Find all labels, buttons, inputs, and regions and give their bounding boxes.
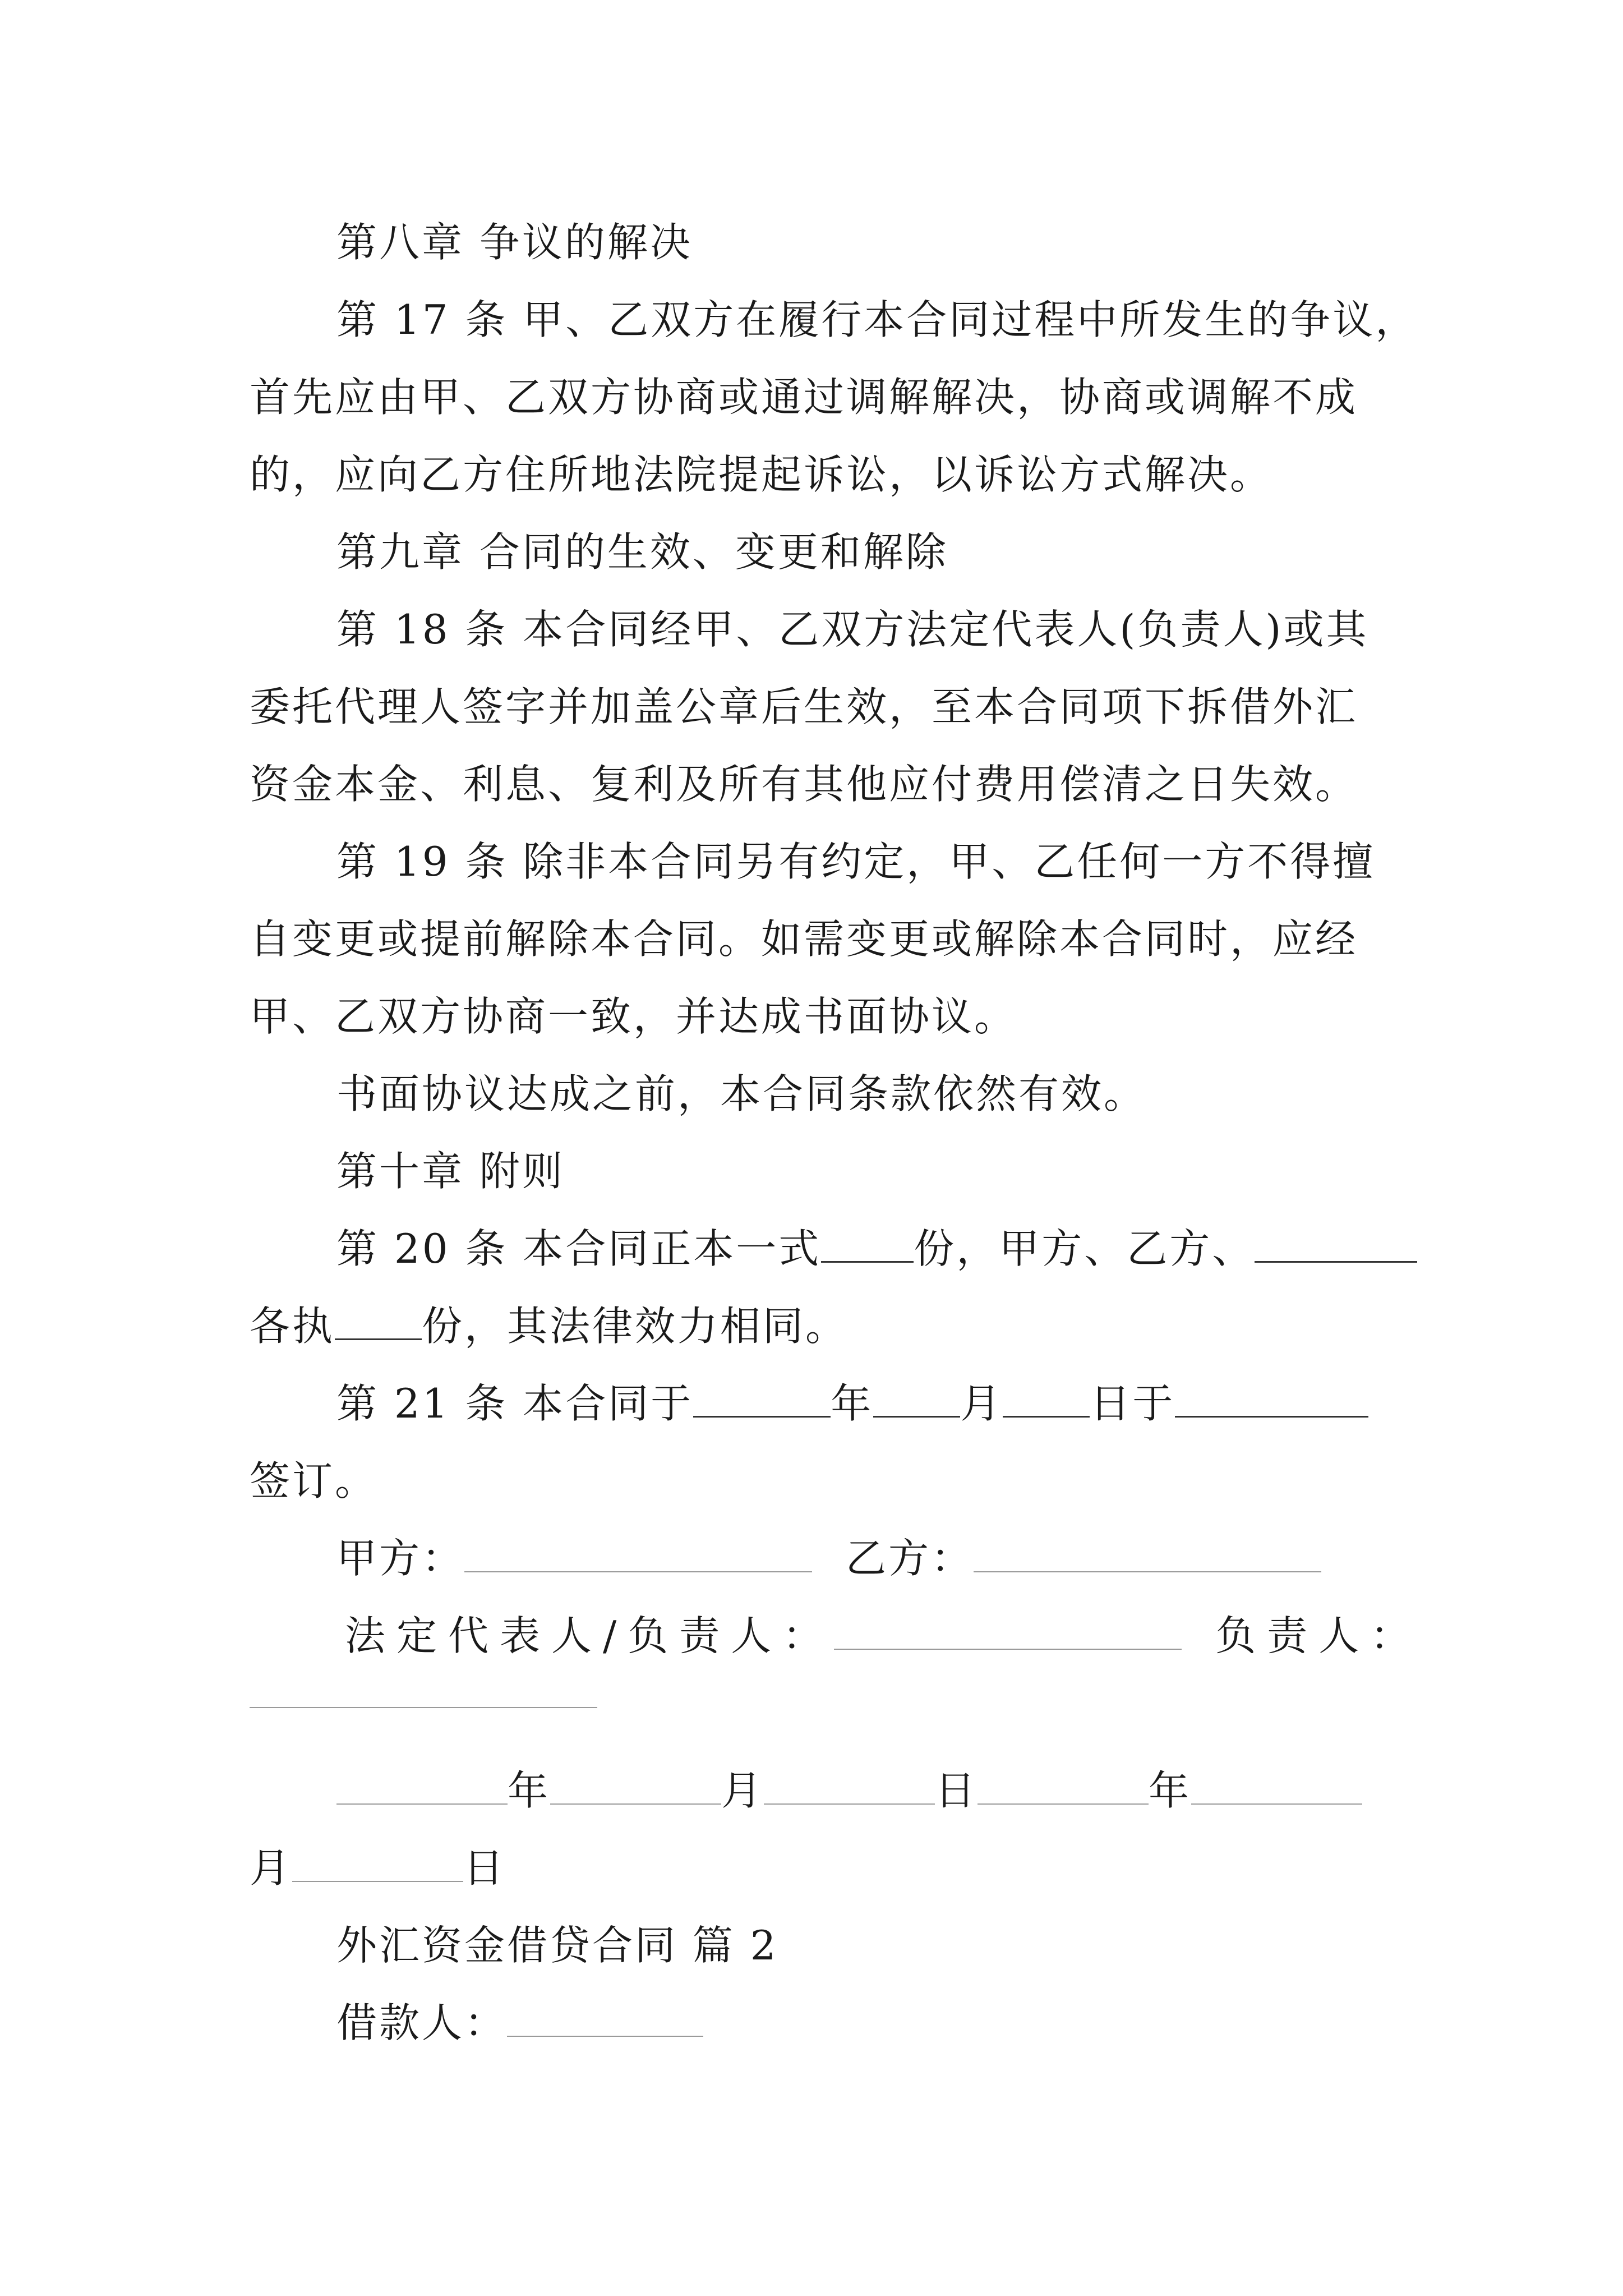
party-b-day-blank[interactable] [292,1842,463,1882]
borrower-blank[interactable] [507,1996,703,2037]
date-line-2 [250,1840,506,1896]
sign-month-blank[interactable] [873,1377,960,1418]
article-18-line-3: 资金本金、利息、复利及所有其他应付费用偿清之日失效。 [250,761,1358,808]
party-a-year-blank[interactable] [336,1764,508,1805]
borrower-line [336,1995,703,2051]
article-20-text-c: 各执 [250,1303,335,1350]
article-21-month: 月 [960,1380,1003,1427]
party-b-year-blank[interactable] [978,1764,1149,1805]
party-b-month: 月 [250,1844,293,1892]
legal-rep-line [345,1608,1422,1664]
article-21-year: 年 [831,1380,874,1427]
article-21-line-1 [336,1375,1368,1432]
article-17-line-2: 首先应由甲、乙双方协商或通过调解解决，协商或调解不成 [250,374,1358,421]
legal-rep-label: 法定代表人/负责人： [345,1612,834,1659]
party-b-day: 日 [463,1844,506,1892]
article-20-text-d: 份，其法律效力相同。 [422,1303,849,1350]
party-a-day-blank[interactable] [764,1764,935,1805]
party-a-month: 月 [721,1767,764,1814]
article-17-line-1: 第 17 条 甲、乙双方在履行本合同过程中所发生的争议， [336,296,1418,343]
next-contract-title: 外汇资金借贷合同 篇 2 [336,1922,778,1969]
article-20-text-a: 第 20 条 本合同正本一式 [336,1225,822,1272]
sign-year-blank[interactable] [693,1377,831,1418]
party-a-year: 年 [508,1767,551,1814]
third-party-blank[interactable] [1255,1222,1417,1263]
article-19-line-1: 第 19 条 除非本合同另有约定，甲、乙任何一方不得擅 [336,838,1376,885]
article-17-line-3: 的，应向乙方住所地法院提起诉讼，以诉讼方式解决。 [250,451,1273,498]
chapter-9-heading: 第九章 合同的生效、变更和解除 [336,528,948,576]
article-19-line-3: 甲、乙双方协商一致，并达成书面协议。 [250,993,1017,1040]
copies-count-blank[interactable] [821,1222,914,1263]
article-18-line-2: 委托代理人签字并加盖公章后生效，至本合同项下拆借外汇 [250,683,1358,730]
party-b-year: 年 [1149,1767,1192,1814]
party-a-day: 日 [935,1767,978,1814]
sign-place-blank[interactable] [1175,1377,1368,1418]
party-a-month-blank[interactable] [550,1764,721,1805]
article-21-line-2: 签订。 [250,1457,378,1504]
article-20-line-2 [250,1298,848,1354]
responsible-blank[interactable] [250,1673,597,1708]
article-20-line-1 [336,1221,1417,1277]
party-signature-line [336,1530,1321,1586]
responsible-blank-line [250,1666,597,1722]
party-b-blank[interactable] [974,1532,1321,1572]
chapter-8-heading: 第八章 争议的解决 [336,219,693,266]
sign-day-blank[interactable] [1003,1377,1090,1418]
article-21-text-a: 第 21 条 本合同于 [336,1380,694,1427]
article-18-line-1: 第 18 条 本合同经甲、乙双方法定代表人(负责人)或其 [336,606,1369,653]
article-19-line-4: 书面协议达成之前，本合同条款依然有效。 [336,1070,1147,1117]
article-19-line-2: 自变更或提前解除本合同。如需变更或解除本合同时，应经 [250,915,1358,963]
party-b-month-blank[interactable] [1191,1764,1362,1805]
article-20-text-b: 份，甲方、乙方、 [914,1225,1255,1272]
article-21-day: 日于 [1090,1380,1175,1427]
party-a-blank[interactable] [464,1532,812,1572]
chapter-10-heading: 第十章 附则 [336,1148,565,1195]
legal-rep-blank[interactable] [834,1609,1182,1650]
party-b-label: 乙方： [846,1535,974,1582]
borrower-label: 借款人： [336,1999,508,2046]
responsible-label: 负责人： [1215,1612,1422,1659]
date-line-1 [336,1763,1362,1819]
party-a-label: 甲方： [336,1535,465,1582]
each-copies-blank[interactable] [335,1299,422,1340]
